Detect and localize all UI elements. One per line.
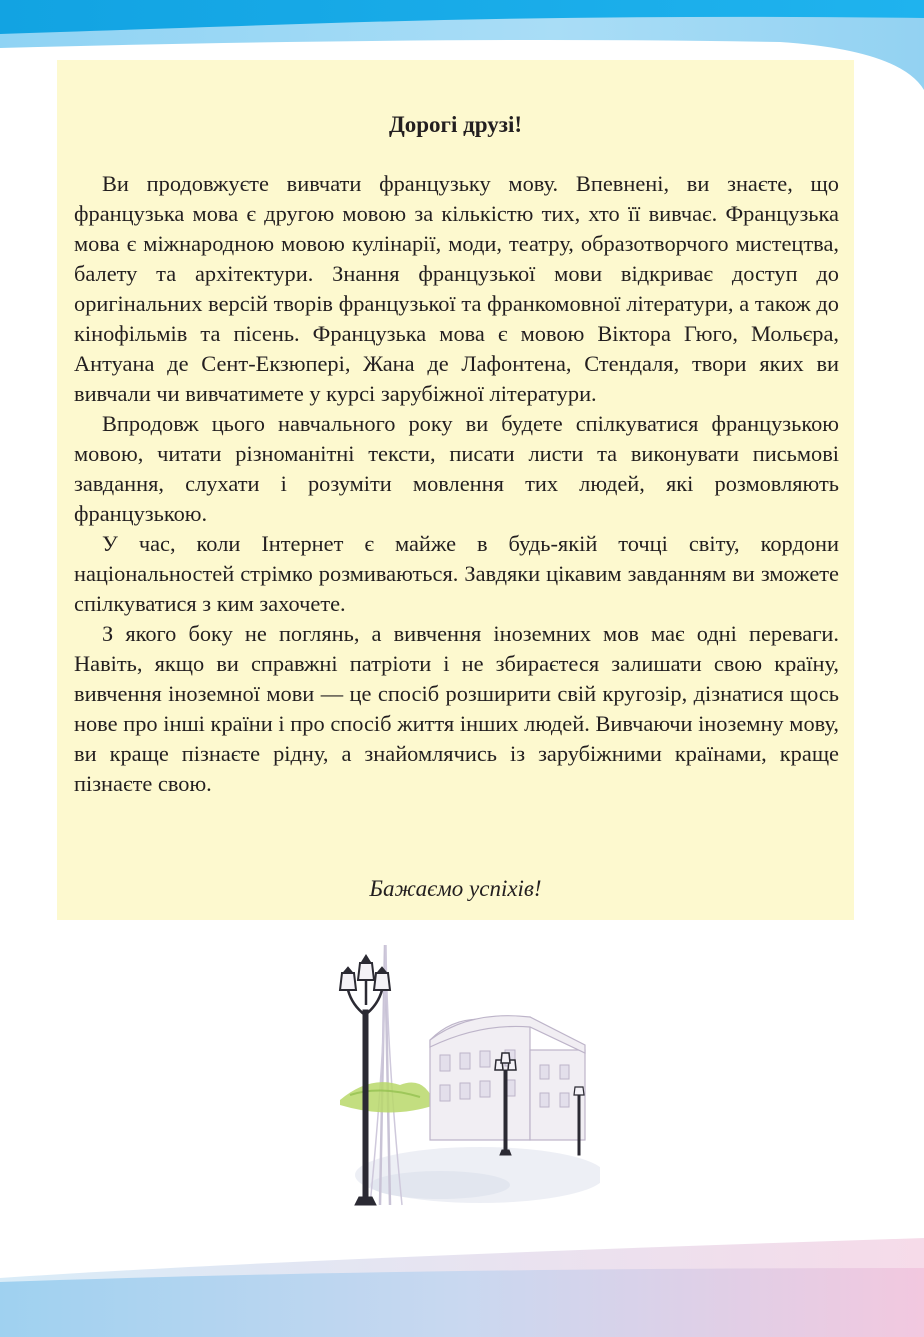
letter-signoff: Бажаємо успіхів!	[369, 876, 542, 901]
letter-box	[57, 60, 854, 920]
bottom-decor-band	[0, 1238, 924, 1337]
paragraph-benefits: З якого боку не поглянь, а вивчення іноземних мов має одні переваги. Навіть, якщо ви справжні патріоти і не збираєтеся залишати свою країну, вивчення іноземної мови — це спосіб розширити свій кругозір, дізнатися щось нове про інші країни і про спосіб життя інших людей. Вивчаючи іноземну мову, ви краще пізнаєте рідну, а знайомлячись із зарубіжними країнами, краще пізнаєте свою.	[74, 621, 839, 796]
paragraph-internet: У час, коли Інтернет є майже в будь-якій точці світу, кордони національностей стрімко розмиваються. Завдяки цікавим завданням ви зможете спілкуватися з ким захочете.	[74, 531, 839, 616]
paragraph-french-language: Ви продовжуєте вивчати французьку мову. Впевнені, ви знаєте, що французька мова є другою мовою за кількістю тих, хто її вивчає. Французька мова є міжнародною мовою кулінарії, моди, театру, образотворчого мистецтва, балету та архітектури. Знання французької мови відкриває доступ до оригінальних версій творів французької та франкомовної літератури, а також до кінофільмів та пісень. Французька мова є мовою Віктора Гюго, Мольєра, Антуана де Сент-Екзюпері, Жана де Лафонтена, Стендаля, твори яких ви вивчали чи вивчатимете у курсі зарубіжної літератури.	[74, 171, 839, 406]
paragraph-school-year: Впродовж цього навчального року ви будете спілкуватися французькою мовою, читати різноманітні тексти, писати листи та виконувати письмові завдання, слухати і розуміти мовлення тих людей, які розмовляють французькою.	[74, 411, 839, 526]
letter-title: Дорогі друзі!	[388, 112, 523, 137]
paris-street-lamps-eiffel-tower-illustration	[330, 935, 600, 1210]
letter-body	[74, 169, 839, 799]
